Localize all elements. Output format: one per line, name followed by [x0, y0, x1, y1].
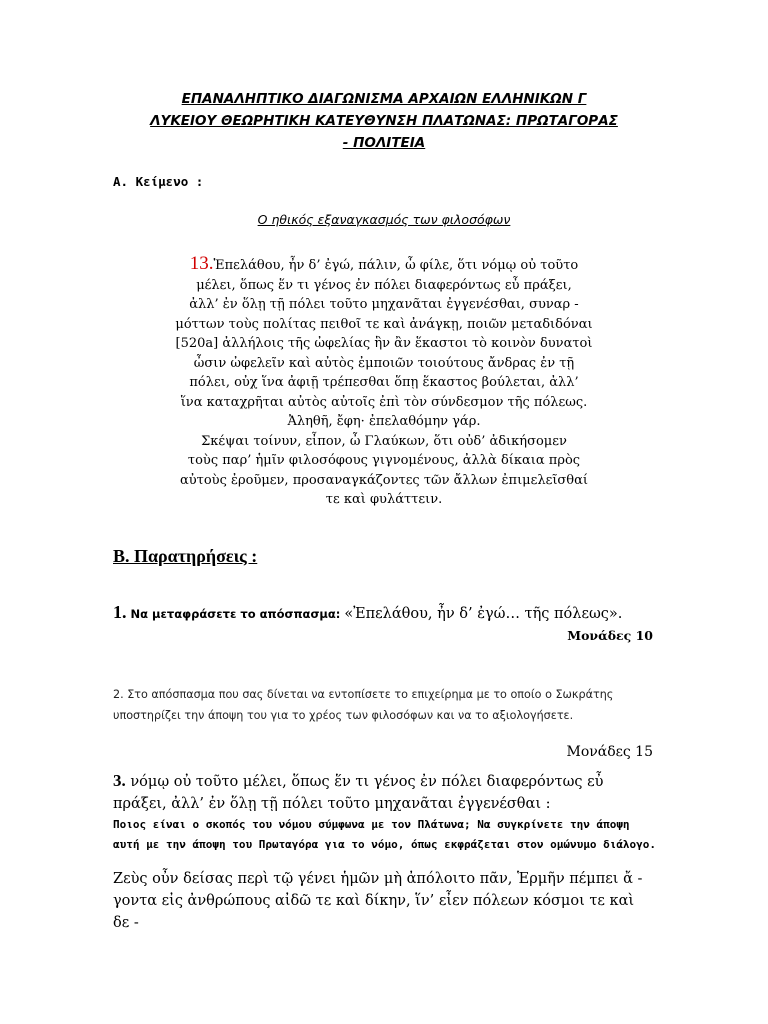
- section-b-heading: Β. Παρατηρήσεις :: [113, 546, 258, 566]
- passage-number: 13.: [189, 253, 214, 274]
- passage-line: [520a] ἀλλήλοις τῆς ὠφελίας ἣν ἂν ἕκαστοι τὸ κοινὸν δυνατοὶ: [175, 336, 593, 351]
- question-text: Να μεταφράσετε το απόσπασμα:: [126, 607, 345, 621]
- passage-subtitle: Ο ηθικός εξαναγκασμός των φιλοσόφων: [257, 212, 511, 227]
- excerpt-line: Ζεὺς οὖν δείσας περὶ τῷ γένει ἡμῶν μὴ ἀπόλοιτο πᾶν, Ἑρμῆν πέμπει ἄ -: [113, 871, 643, 887]
- passage-line: τοὺς παρ’ ἡμῖν φιλοσόφους γιγνομένους, ἀλλὰ δίκαια πρὸς: [187, 453, 581, 468]
- section-a-heading: Α. Κείμενο :: [113, 174, 204, 189]
- question-1-marks: Μονάδες 10: [567, 628, 653, 643]
- question-2-marks: Μονάδες 15: [566, 744, 653, 760]
- exam-title: [110, 88, 658, 154]
- protagoras-excerpt: [113, 868, 658, 934]
- question-1: [113, 602, 622, 623]
- passage-line: ὦσιν ὠφελεῖν καὶ αὐτὸς ἐμποιῶν τοιούτους ἄνδρας ἐν τῇ: [193, 355, 575, 371]
- passage-line: ἀλλ’ ἐν ὅλῃ τῇ πόλει τοῦτο μηχανᾶται ἐγγενέσθαι, συναρ -: [189, 297, 579, 312]
- passage-line: ἵνα καταχρῆται αὐτὸς αὐτοῖς ἐπὶ τὸν σύνδεσμον τῆς πόλεως.: [180, 394, 588, 410]
- passage-line: μέλει, ὅπως ἕν τι γένος ἐν πόλει διαφερόντως εὖ πράξει,: [196, 277, 572, 293]
- question-quote: «Ἐπελάθου, ἦν δ’ ἐγώ… τῆς πόλεως».: [344, 606, 623, 622]
- question-3-greek: νόμῳ οὐ τοῦτο μέλει, ὅπως ἕν τι γένος ἐν πόλει διαφερόντως εὖ: [125, 774, 604, 790]
- excerpt-line: γοντα εἰς ἀνθρώπους αἰδῶ τε καὶ δίκην, ἵν’ εἶεν πόλεων κόσμοι τε καὶ: [113, 893, 635, 909]
- title-line: ΛΥΚΕΙΟΥ ΘΕΩΡΗΤΙΚΗ ΚΑΤΕΥΘΥΝΣΗ ΠΛΑΤΩΝΑΣ: ΠΡΩΤΑΓΟΡΑΣ: [150, 113, 618, 129]
- question-3-line: [113, 770, 658, 793]
- passage-line: Σκέψαι τοίνυν, εἶπον, ὦ Γλαύκων, ὅτι οὐδ’ ἀδικήσομεν: [201, 433, 567, 449]
- question-3-prompt: Ποιος είναι ο σκοπός του νόμου σύμφωνα με τον Πλάτωνα; Να συγκρίνετε την άποψη αυτή με την άποψη του Πρωταγόρα για το νόμο, όπως εκφράζεται στον ομώνυμο διάλογο.: [113, 818, 657, 851]
- excerpt-line: δε -: [113, 915, 139, 931]
- passage-line: τε καὶ φυλάττειν.: [325, 492, 443, 507]
- passage-line: πόλει, οὐχ ἵνα ἀφιῇ τρέπεσθαι ὅπῃ ἕκαστος βούλεται, ἀλλ’: [189, 375, 579, 390]
- question-number-dot: .: [122, 602, 127, 622]
- question-3-line: πράξει, ἀλλ’ ἐν ὅλῃ τῇ πόλει τοῦτο μηχανᾶται ἐγγενέσθαι :: [113, 796, 551, 812]
- passage-line: [110, 254, 658, 276]
- question-number: 1: [113, 602, 122, 622]
- question-3: [113, 770, 658, 815]
- title-line: - ΠΟΛΙΤΕΙΑ: [342, 135, 426, 151]
- passage-line: Ἀληθῆ, ἔφη· ἐπελαθόμην γάρ.: [287, 414, 481, 429]
- passage-line: μόττων τοὺς πολίτας πειθοῖ τε καὶ ἀνάγκῃ, ποιῶν μεταδιδόναι: [175, 316, 593, 332]
- passage-line: αὐτοὺς ἐροῦμεν, προσαναγκάζοντες τῶν ἄλλων ἐπιμελεῖσθαί: [179, 472, 589, 488]
- greek-passage: [110, 254, 658, 510]
- question-number: 3.: [113, 771, 126, 790]
- title-line: ΕΠΑΝΑΛΗΠΤΙΚΟ ΔΙΑΓΩΝΙΣΜΑ ΑΡΧΑΙΩΝ ΕΛΛΗΝΙΚΩΝ Γ: [181, 91, 587, 107]
- question-2: 2. Στο απόσπασμα που σας δίνεται να εντοπίσετε το επιχείρημα με το οποίο ο Σωκράτης υποστηρίζει την άποψη του για το χρέος των φιλοσόφων και να το αξιολογήσετε.: [113, 688, 614, 722]
- passage-line-text: Ἐπελάθου, ἦν δ’ ἐγώ, πάλιν, ὦ φίλε, ὅτι νόμῳ οὐ τοῦτο: [213, 258, 579, 273]
